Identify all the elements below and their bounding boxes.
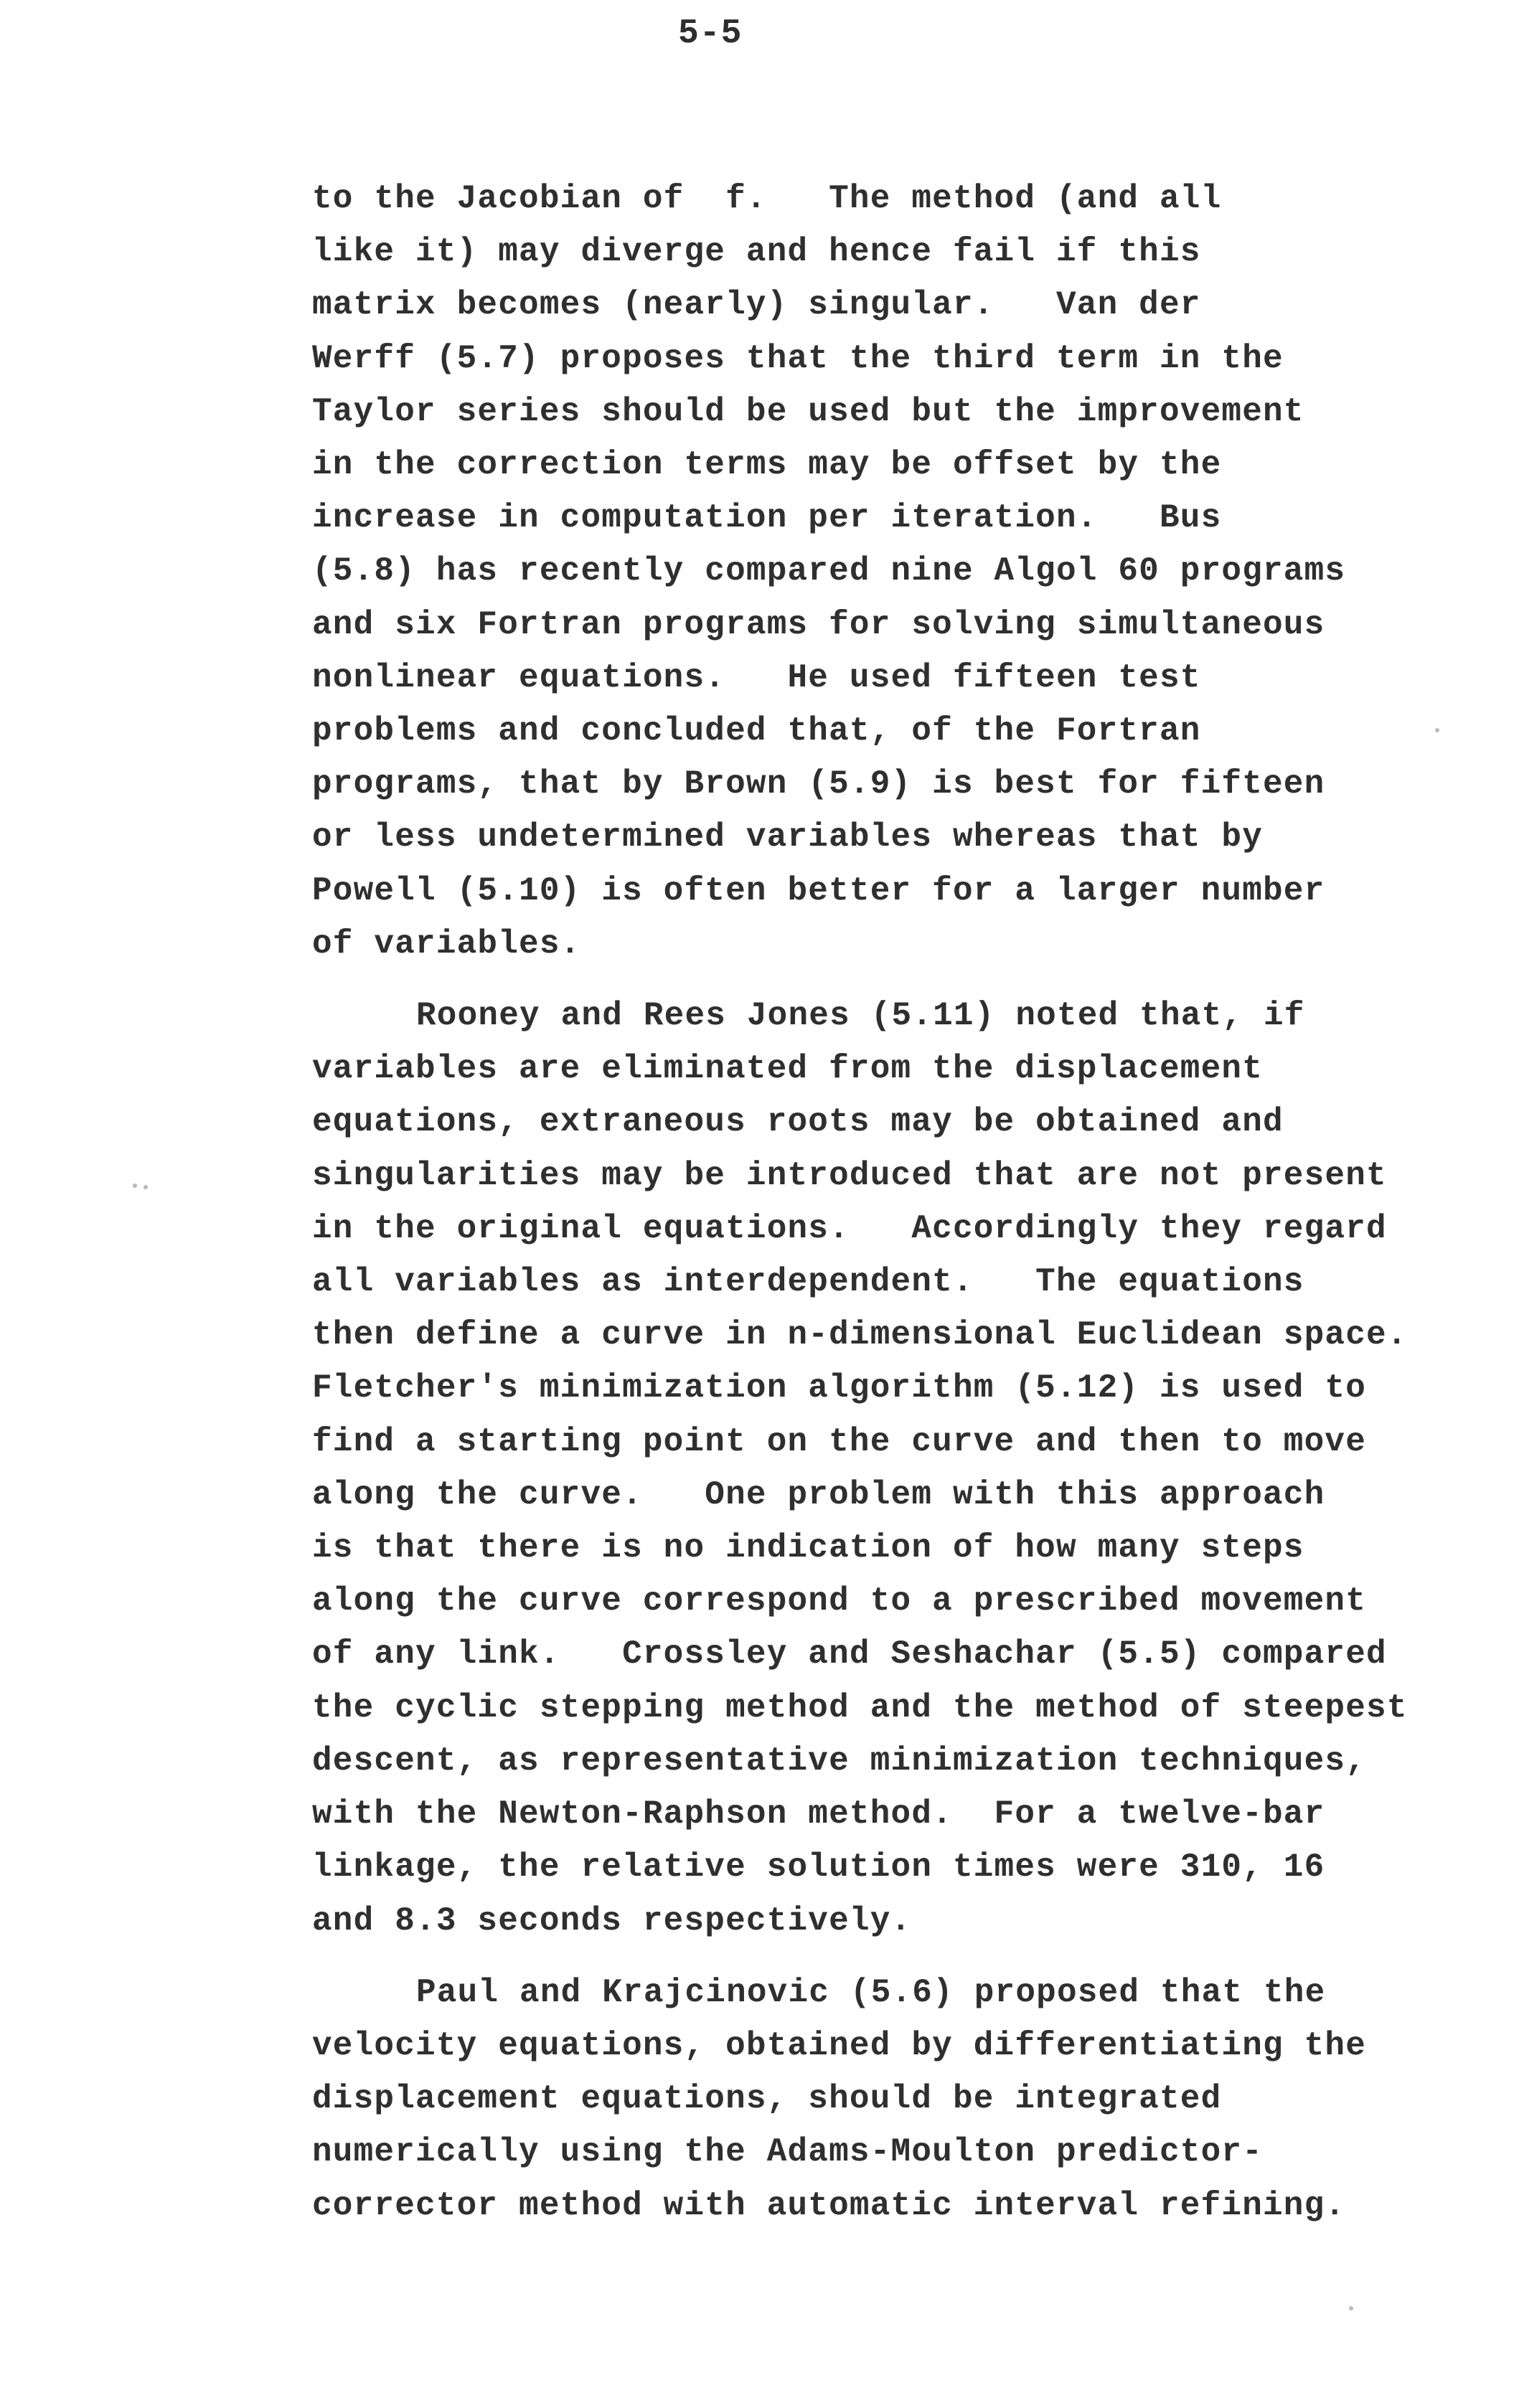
text-line: (5.8) has recently compared nine Algol 60 programs — [312, 552, 1346, 590]
scan-speck — [144, 1185, 148, 1189]
text-line: velocity equations, obtained by differentiating the — [312, 2026, 1367, 2064]
text-line: linkage, the relative solution times were 310, 16 — [312, 1849, 1325, 1887]
text-line: corrector method with automatic interval refining. — [312, 2186, 1346, 2224]
text-line: Rooney and Rees Jones (5.11) noted that, if — [416, 997, 1305, 1035]
text-line: the cyclic stepping method and the method of steepest — [312, 1689, 1408, 1727]
scan-speck — [1435, 728, 1439, 732]
text-line: in the original equations. Accordingly they regard — [312, 1209, 1387, 1247]
text-line: problems and concluded that, of the Fortran — [312, 712, 1201, 750]
text-line: like it) may diverge and hence fail if this — [312, 233, 1201, 271]
text-line: all variables as interdependent. The equations — [312, 1263, 1304, 1301]
text-line: then define a curve in n-dimensional Euclidean space. — [312, 1316, 1408, 1354]
paragraph-2 — [312, 989, 1460, 1947]
text-line: in the correction terms may be offset by the — [312, 446, 1222, 484]
text-line: and six Fortran programs for solving simultaneous — [312, 605, 1325, 643]
paragraph-1 — [312, 172, 1460, 971]
text-line: is that there is no indication of how many steps — [312, 1529, 1304, 1567]
text-line: Fletcher's minimization algorithm (5.12) is used to — [312, 1369, 1367, 1407]
text-line: and 8.3 seconds respectively. — [312, 1902, 912, 1940]
text-line: equations, extraneous roots may be obtained and — [312, 1103, 1284, 1141]
text-line: along the curve correspond to a prescribed movement — [312, 1582, 1367, 1620]
text-line: programs, that by Brown (5.9) is best for fifteen — [312, 765, 1325, 803]
text-line: to the Jacobian of f. The method (and all — [312, 180, 1222, 217]
text-line: find a starting point on the curve and then to move — [312, 1422, 1367, 1460]
scan-speck — [1349, 2306, 1353, 2310]
text-line: increase in computation per iteration. Bus — [312, 499, 1222, 537]
text-line: variables are eliminated from the displacement — [312, 1050, 1264, 1088]
text-line: Taylor series should be used but the improvement — [312, 392, 1304, 430]
text-line: of any link. Crossley and Seshachar (5.5) compared — [312, 1635, 1387, 1673]
text-line: Paul and Krajcinovic (5.6) proposed that the — [416, 1973, 1326, 2011]
text-line: Werff (5.7) proposes that the third term in the — [312, 339, 1284, 377]
text-line: or less undetermined variables whereas that by — [312, 818, 1264, 856]
text-line: singularities may be introduced that are not present — [312, 1156, 1387, 1194]
text-line: nonlinear equations. He used fifteen test — [312, 658, 1201, 697]
text-line: with the Newton-Raphson method. For a twelve-bar — [312, 1795, 1325, 1833]
scan-speck — [133, 1184, 137, 1188]
text-line: descent, as representative minimization techniques, — [312, 1742, 1367, 1780]
text-line: numerically using the Adams-Moulton predictor- — [312, 2133, 1264, 2171]
page-number: 5-5 — [678, 14, 743, 53]
text-line: matrix becomes (nearly) singular. Van der — [312, 286, 1201, 324]
text-line: along the curve. One problem with this approach — [312, 1476, 1325, 1514]
text-line: displacement equations, should be integrated — [312, 2080, 1222, 2118]
text-line: of variables. — [312, 925, 581, 963]
text-line: Powell (5.10) is often better for a larger number — [312, 872, 1325, 910]
body-text — [312, 172, 1460, 2232]
paragraph-3 — [312, 1966, 1460, 2232]
